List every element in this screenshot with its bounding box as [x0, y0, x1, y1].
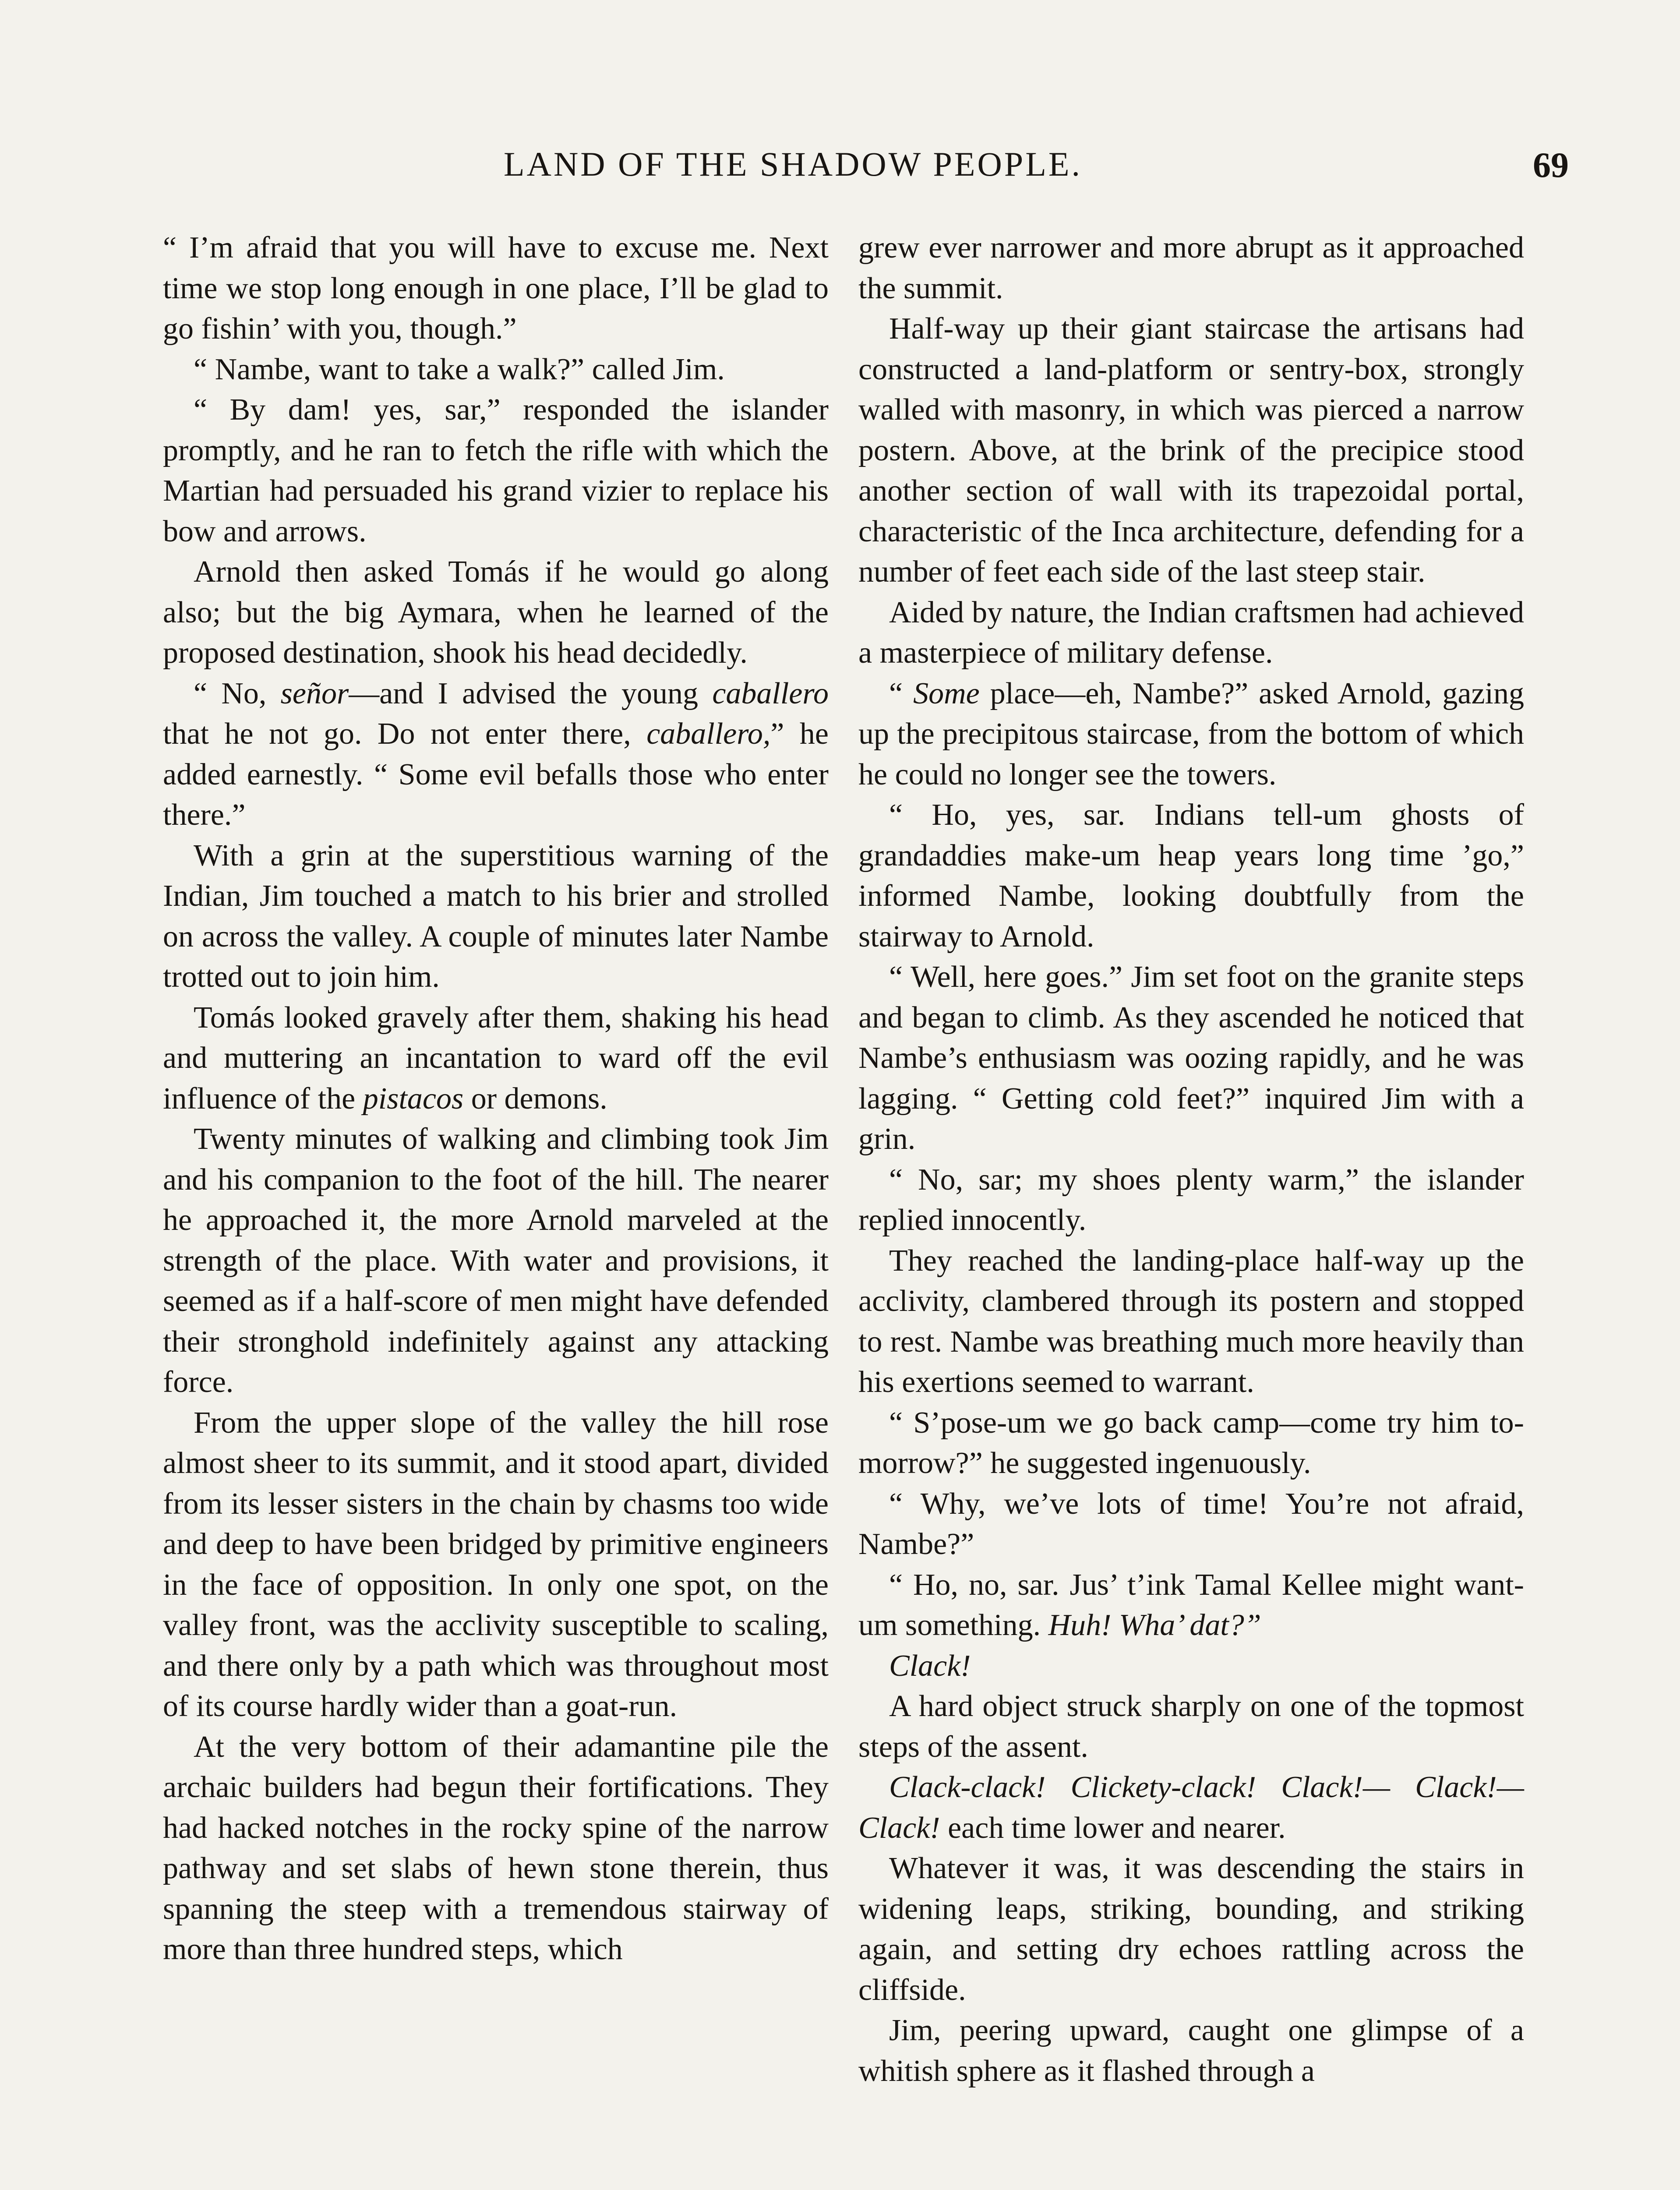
right-column [858, 228, 1524, 2091]
text-run: or demons. [463, 1081, 607, 1116]
text-run: each time lower and nearer. [940, 1811, 1286, 1845]
italic-text: Huh! Wha’ dat?” [1048, 1608, 1261, 1642]
paragraph: A hard object struck sharply on one of the topmost steps of the assent. [858, 1689, 1524, 1764]
paragraph: “ No, sar; my shoes plenty warm,” the islander replied innocently. [858, 1162, 1524, 1237]
italic-text: pistacos [363, 1081, 464, 1116]
left-column [163, 228, 829, 1970]
paragraph [858, 1646, 1524, 1687]
paragraph: “ Nambe, want to take a walk?” called Jim. [194, 352, 725, 386]
text-run: “ [889, 676, 914, 710]
paragraph: “ Why, we’ve lots of time! You’re not afraid, Nambe?” [858, 1487, 1524, 1561]
text-run: “ No, [194, 676, 281, 710]
italic-text: señor [280, 676, 349, 710]
text-run: —and I advised the young [349, 676, 713, 710]
paragraph-continued: grew ever narrower and more abrupt as it approached the summit. [858, 231, 1524, 305]
paragraph: With a grin at the superstitious warning of the Indian, Jim touched a match to his brier and strolled on across the valley. A couple of minutes later Nambe trotted out to join him. [163, 838, 829, 994]
paragraph: “ I’m afraid that you will have to excuse me. Next time we stop long enough in one place, I’ll be glad to go fishin’ with you, though.” [163, 231, 829, 346]
paragraph [858, 674, 1524, 795]
italic-text: caballero, [646, 717, 771, 751]
text-run: Tomás looked gravely after them, shaking his head and muttering an incantation to ward off the evil influence of the [163, 1000, 829, 1116]
page-header [0, 145, 1680, 197]
paragraph: From the upper slope of the valley the hill rose almost sheer to its summit, and it stood apart, divided from its lesser sisters in the chain by chasms too wide and deep to have been bridged by primitive engineers in the face of opposition. In only one spot, on the valley front, was the acclivity susceptible to scaling, and there only by a path which was throughout most of its course hardly wider than a goat-run. [163, 1406, 829, 1723]
paragraph [858, 1565, 1524, 1646]
text-run: place—eh, Nambe?” asked Arnold, gazing up the precipitous staircase, from the bottom of which he could no longer see the towers. [858, 676, 1525, 791]
paragraph [858, 1767, 1524, 1848]
page-number: 69 [1533, 145, 1569, 185]
paragraph: At the very bottom of their adamantine pile the archaic builders had begun their fortifications. They had hacked notches in the rocky spine of the narrow pathway and set slabs of hewn stone therein, thus spanning the steep with a tremendous stairway of more than three hundred steps, which [163, 1730, 829, 1966]
paragraph: “ By dam! yes, sar,” responded the islander promptly, and he ran to fetch the rifle with which the Martian had persuaded his grand vizier to replace his bow and arrows. [163, 393, 829, 548]
text-run: “ Ho, no, sar. Jus’ t’ink Tamal Kellee might want-um something. [858, 1568, 1524, 1642]
paragraph: “ S’pose-um we go back camp—come try him to-morrow?” he suggested ingenuously. [858, 1406, 1524, 1480]
italic-text: Clack! [889, 1649, 971, 1683]
italic-text: Some [913, 676, 980, 710]
paragraph: Jim, peering upward, caught one glimpse of a whitish sphere as it flashed through a [858, 2013, 1524, 2088]
paragraph: Half-way up their giant staircase the artisans had constructed a land-platform or sentry-box, strongly walled with masonry, in which was pierced a narrow postern. Above, at the brink of the precipice stood another section of wall with its trapezoidal portal, characteristic of the Inca architecture, defending for a number of feet each side of the last steep stair. [858, 312, 1524, 589]
italic-text: caballero [712, 676, 829, 710]
paragraph: Arnold then asked Tomás if he would go along also; but the big Aymara, when he learned of the proposed destination, shook his head decidedly. [163, 555, 829, 670]
paragraph [163, 674, 829, 836]
paragraph [163, 998, 829, 1120]
paragraph: They reached the landing-place half-way up the acclivity, clambered through its postern and stopped to rest. Nambe was breathing much more heavily than his exertions seemed to warrant. [858, 1243, 1524, 1399]
paragraph: “ Ho, yes, sar. Indians tell-um ghosts of grandaddies make-um heap years long time ’go,” informed Nambe, looking doubtfully from the stairway to Arnold. [858, 798, 1524, 954]
paragraph: “ Well, here goes.” Jim set foot on the granite steps and began to climb. As they ascended he noticed that Nambe’s enthusiasm was oozing rapidly, and he was lagging. “ Getting cold feet?” inquired Jim with a grin. [858, 960, 1524, 1156]
paragraph: Whatever it was, it was descending the stairs in widening leaps, striking, bounding, and striking again, and setting dry echoes rattling across the cliffside. [858, 1851, 1524, 2007]
paragraph: Aided by nature, the Indian craftsmen had achieved a masterpiece of military defense. [858, 595, 1524, 670]
italic-text: Clack-clack! Clickety-clack! Clack!— Clack!—Clack! [858, 1770, 1524, 1845]
running-head: LAND OF THE SHADOW PEOPLE. [504, 145, 1082, 183]
text-run: that he not go. Do not enter there, [163, 717, 647, 751]
text-run: ” he added earnestly. “ Some evil befalls those who enter there.” [163, 717, 829, 832]
paragraph: Twenty minutes of walking and climbing took Jim and his companion to the foot of the hill. The nearer he approached it, the more Arnold marveled at the strength of the place. With water and provisions, it seemed as if a half-score of men might have defended their stronghold indefinitely against any attacking force. [163, 1122, 829, 1399]
